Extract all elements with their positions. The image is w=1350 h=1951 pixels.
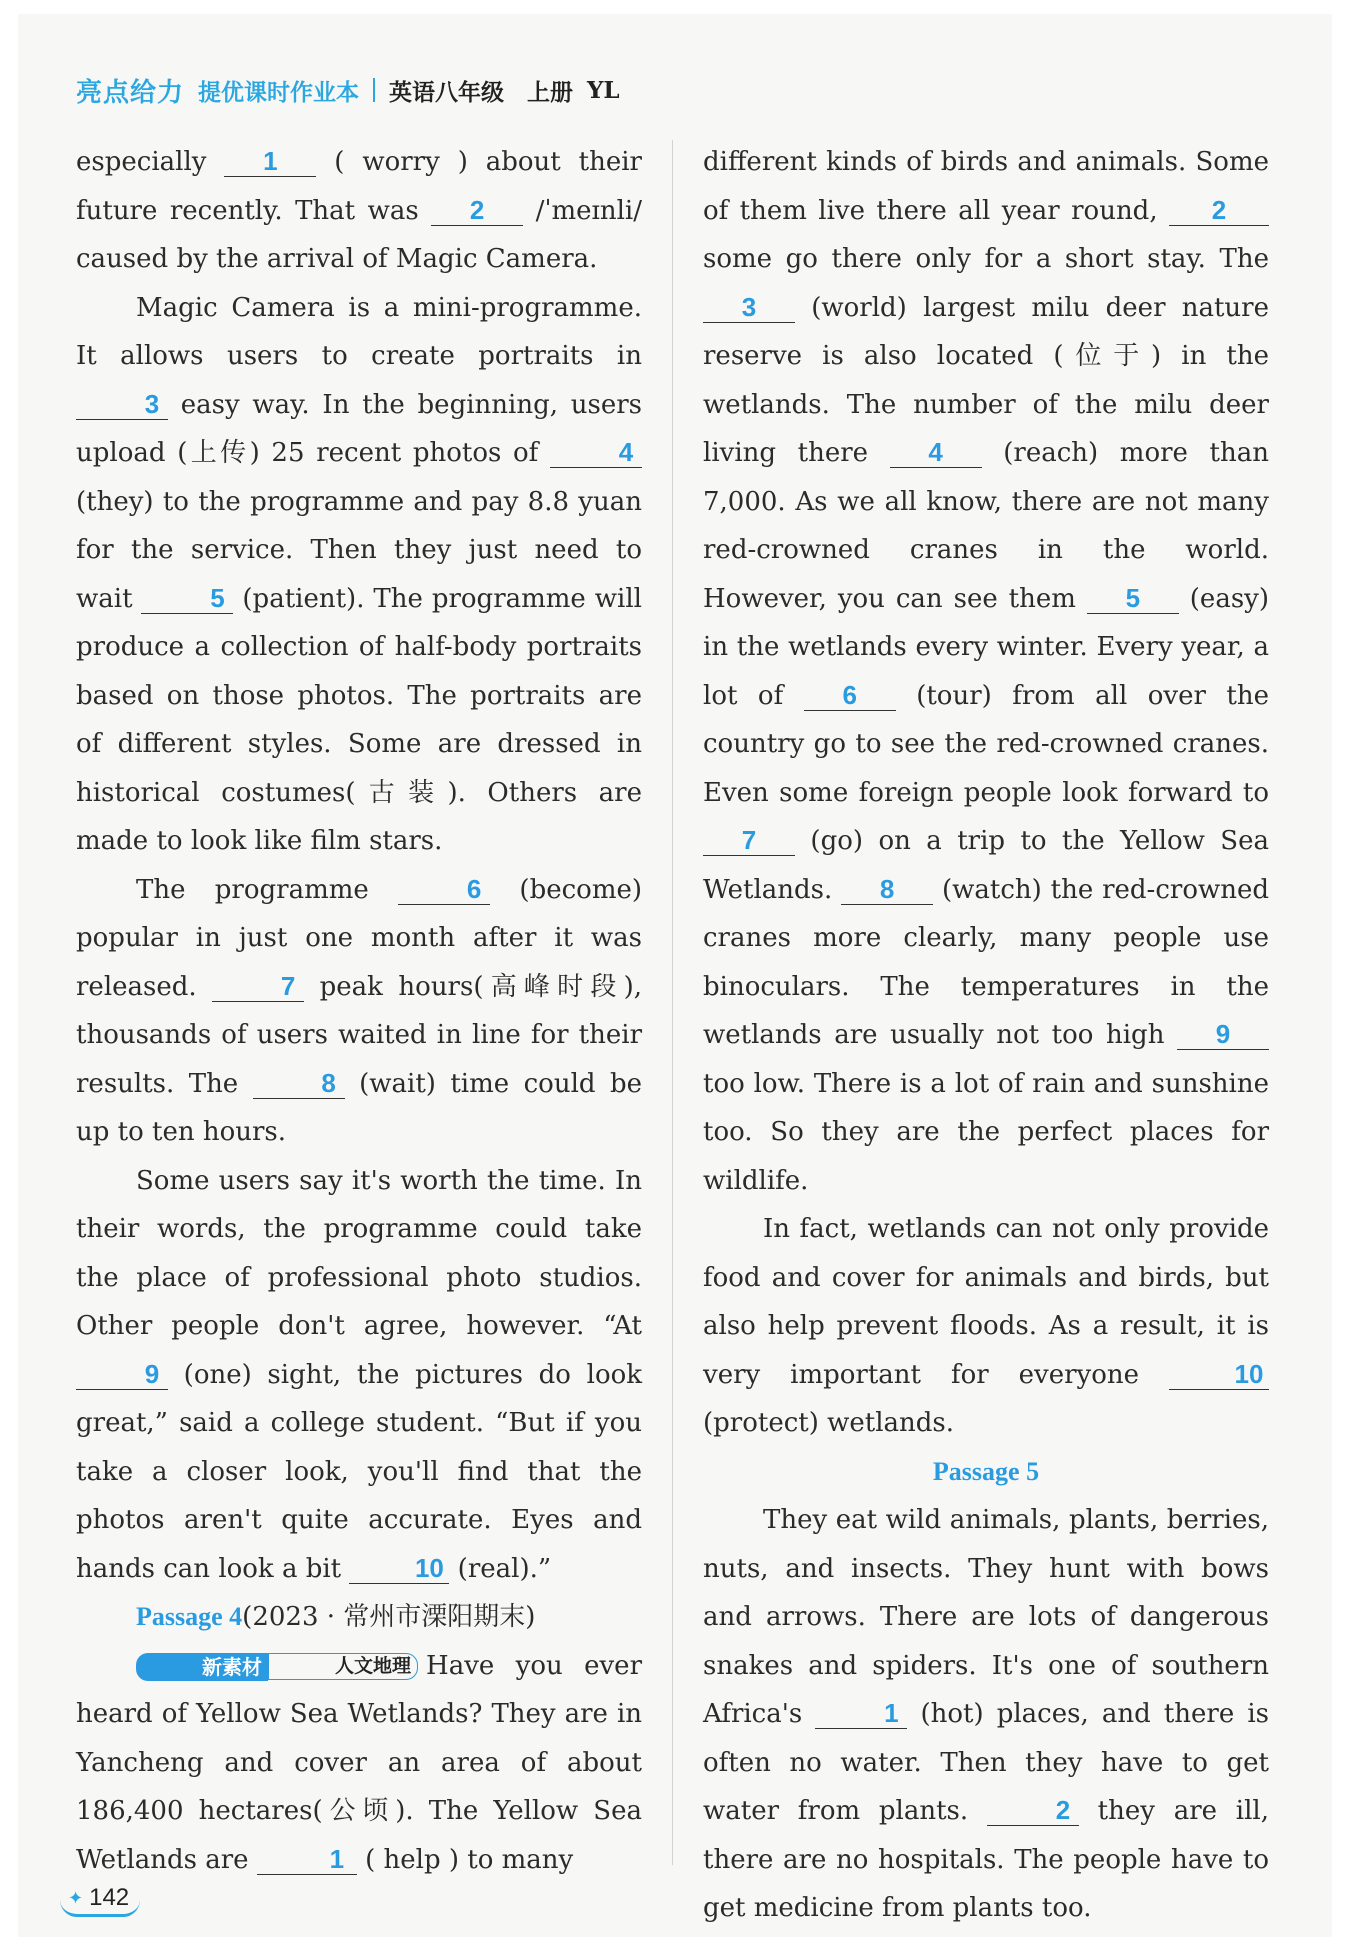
paragraph (76, 284, 642, 866)
brand-logo: 亮点给力 (76, 77, 185, 108)
text: especially (76, 147, 225, 177)
text: different kinds of birds and animals. Some of them live there all year round, (703, 147, 1269, 226)
subject-label: 英语八年级 上册 (389, 79, 574, 106)
answer-blank: 4 (550, 437, 642, 468)
text: (hot) places, and there is often no water. Then they have to get water from plants. (703, 1699, 1269, 1826)
answer-blank: 2 (1169, 195, 1269, 226)
answer-blank: 10 (1169, 1359, 1269, 1390)
text: (patient). The programme will produce a collection of half-body portraits based on those photos. The portraits are of different styles. Some are dressed in historical costumes(古装). Others are made to look like film stars. (76, 583, 642, 856)
paragraph (76, 138, 642, 284)
material-tag: 新素材 (136, 1653, 268, 1681)
passage-title: Passage 5 (932, 1456, 1040, 1486)
text: Have you ever heard of Yellow Sea Wetlands? They are in Yancheng and cover an area of about 186,400 hectares(公顷). The Yellow Sea Wetlands are (76, 1650, 642, 1875)
text: (wait) time could be up to ten hours. (76, 1068, 643, 1147)
page-number (68, 1884, 129, 1912)
text: They eat wild animals, plants, berries, nuts, and insects. They hunt with bows and arrows. There are lots of dangerous snakes and spiders. It's one of southern Africa's (703, 1505, 1269, 1729)
paragraph (703, 1496, 1269, 1933)
text: (one) sight, the pictures do look great,” said a college student. “But if you take a closer look, you'll find that the photos aren't quite accurate. Eyes and hands can look a bit (76, 1359, 642, 1584)
answer-blank: 1 (815, 1698, 907, 1729)
text: (reach) more than 7,000. As we all know, there are not many red-crowned cranes in the world. However, you can see them (703, 438, 1269, 614)
text: Magic Camera is a mini-programme. It allows users to create portraits in (76, 292, 642, 371)
answer-blank: 1 (224, 146, 316, 177)
passage-heading (703, 1448, 1269, 1497)
answer-blank: 5 (1087, 583, 1179, 614)
passage-title: Passage 4 (136, 1602, 243, 1631)
passage-heading (76, 1593, 642, 1642)
sparkle-icon: ✦ (68, 1887, 84, 1908)
answer-blank: 2 (431, 195, 523, 226)
paragraph (76, 1157, 642, 1594)
answer-blank: 4 (890, 437, 982, 468)
text: In fact, wetlands can not only provide food and cover for animals and birds, but also help prevent floods. As a result, it is very important for everyone (703, 1214, 1269, 1390)
text: (easy) in the wetlands every winter. Every year, a lot of (703, 583, 1269, 711)
answer-blank: 9 (1177, 1019, 1269, 1050)
topic-tag: 人文地理 (268, 1653, 418, 1680)
answer-blank: 5 (141, 583, 233, 614)
text: peak hours(高峰时段), thousands of users waited in line for their results. The (76, 971, 642, 1099)
series-title: 提优课时作业本 (198, 79, 360, 106)
text: (world) largest milu deer nature reserve is also located (位于) in the wetlands. The number of the milu deer living there (703, 292, 1269, 468)
paragraph (76, 1642, 642, 1885)
answer-blank: 8 (841, 874, 933, 905)
answer-blank: 7 (703, 825, 795, 856)
text: (tour) from all over the country go to see the red-crowned cranes. Even some foreign people look forward to (703, 680, 1269, 808)
text: The programme (136, 874, 399, 905)
version-label: YL (587, 76, 620, 104)
right-column (703, 138, 1269, 1933)
answer-blank: 8 (253, 1068, 345, 1099)
text: (go) on a trip to the Yellow Sea Wetlands. (703, 826, 1269, 905)
text: (real).” (449, 1553, 552, 1584)
paragraph (703, 138, 1269, 1205)
page-header (76, 70, 620, 110)
text: easy way. In the beginning, users upload (上传) 25 recent photos of (76, 389, 642, 468)
swoosh-decoration (60, 1900, 140, 1917)
text: (they) to the programme and pay 8.8 yuan for the service. Then they just need to wait (76, 486, 642, 614)
text: (watch) the red-crowned cranes more clearly, many people use binoculars. The temperatures in the wetlands are usually not too high (703, 874, 1270, 1050)
answer-blank: 9 (76, 1359, 168, 1390)
page-number-text: 142 (89, 1884, 130, 1911)
text: (protect) wetlands. (703, 1408, 955, 1438)
column-divider (672, 140, 673, 1865)
text: too low. There is a lot of rain and sunshine too. So they are the perfect places for wildlife. (703, 1068, 1269, 1196)
answer-blank: 2 (987, 1795, 1079, 1826)
answer-blank: 3 (76, 389, 168, 420)
text: some go there only for a short stay. The (703, 244, 1269, 274)
text: Some users say it's worth the time. In their words, the programme could take the place of professional photo studios. Other people don't agree, however. “At (76, 1165, 642, 1341)
header-divider (373, 78, 375, 102)
answer-blank: 6 (398, 874, 490, 905)
text: /ˈmeɪnli/ caused by the arrival of Magic Camera. (76, 195, 643, 274)
text: they are ill, there are no hospitals. The people have to get medicine from plants too. (703, 1796, 1269, 1923)
left-column (76, 138, 642, 1884)
text: ( help ) to many (356, 1844, 574, 1875)
text: ( worry ) about their future recently. That was (76, 147, 642, 226)
paragraph (703, 1205, 1269, 1448)
answer-blank: 6 (804, 680, 896, 711)
answer-blank: 3 (703, 292, 795, 323)
paragraph (76, 866, 642, 1157)
answer-blank: 1 (257, 1844, 357, 1875)
answer-blank: 7 (212, 971, 304, 1002)
passage-source: (2023 · 常州市溧阳期末) (242, 1602, 536, 1632)
text: (become) popular in just one month after it was released. (76, 874, 642, 1002)
answer-blank: 10 (349, 1553, 449, 1584)
